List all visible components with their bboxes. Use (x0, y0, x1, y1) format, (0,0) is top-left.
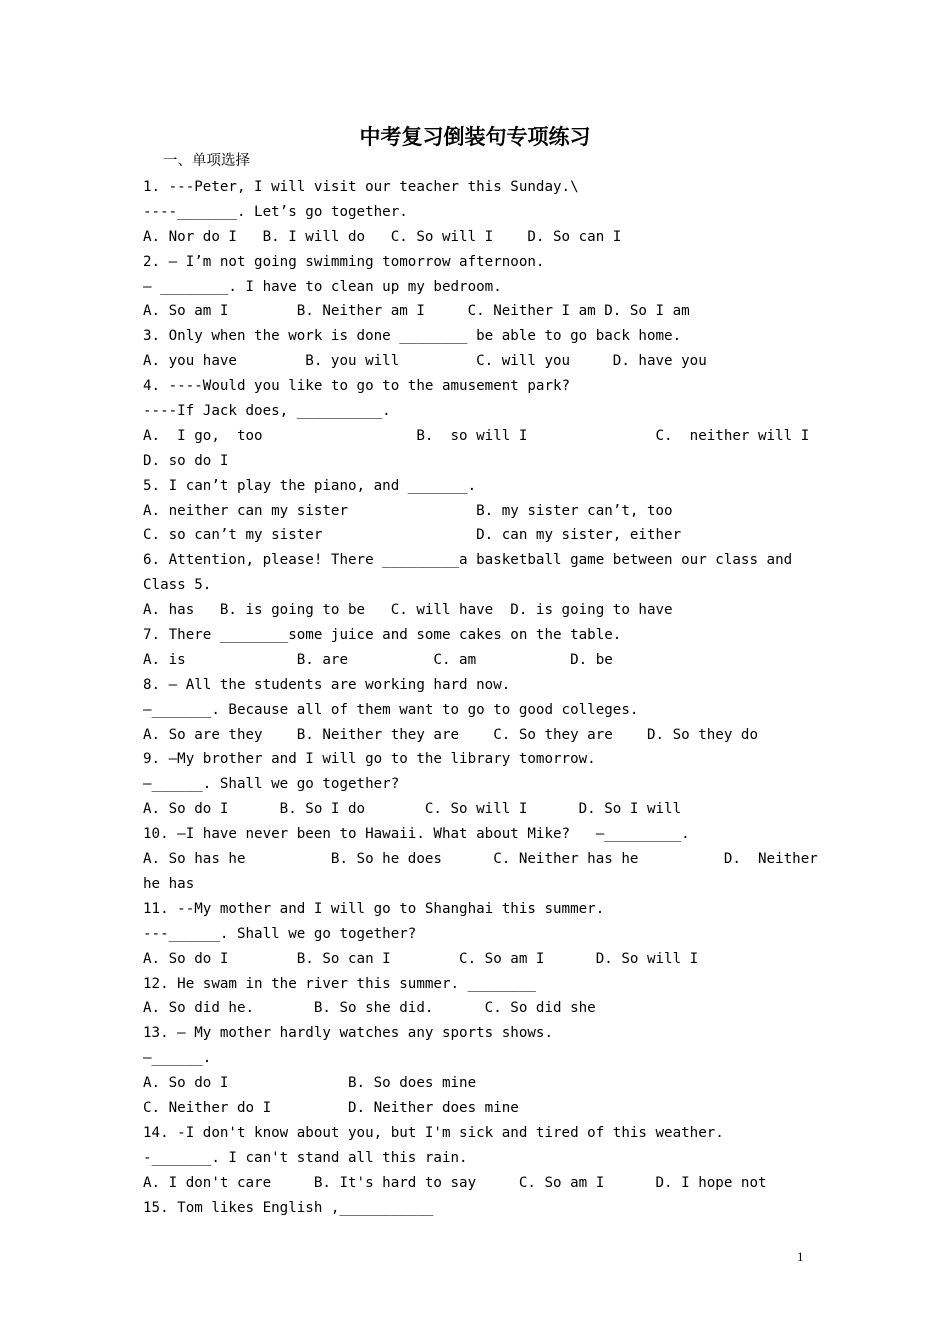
text-line: -_______. I can't stand all this rain. (143, 1149, 468, 1166)
text-line: 4. ----Would you like to go to the amusement park? (143, 378, 571, 395)
text-line: —______. (143, 1050, 212, 1067)
text-line: — ________. I have to clean up my bedroom. (143, 278, 502, 295)
text-line: D. so do I (143, 452, 229, 469)
text-line: C. Neither do I D. Neither does mine (143, 1099, 519, 1116)
text-line: 12. He swam in the river this summer. ________ (143, 975, 536, 992)
text-line: 9. —My brother and I will go to the library tomorrow. (143, 751, 596, 768)
text-line: A. is B. are C. am D. be (143, 651, 613, 668)
text-line: A. So are they B. Neither they are C. So they are D. So they do (143, 726, 758, 743)
text-line: ----If Jack does, __________. (143, 403, 391, 420)
text-line: A. I go, too B. so will I C. neither will I (143, 427, 810, 444)
text-line: 1. ---Peter, I will visit our teacher this Sunday.\ (143, 179, 579, 195)
section-heading: 一、单项选择 (163, 153, 250, 169)
text-line: A. neither can my sister B. my sister can’t, too (143, 502, 673, 519)
text-line: A. So did he. B. So she did. C. So did she (143, 1000, 596, 1017)
text-line: 14. -I don't know about you, but I'm sick and tired of this weather. (143, 1124, 724, 1141)
text-line: A. So has he B. So he does C. Neither has he D. Neither (143, 851, 818, 868)
text-line: Class 5. (143, 577, 212, 594)
text-line: A. Nor do I B. I will do C. So will I D. So can I (143, 228, 622, 245)
text-line: 15. Tom likes English ,___________ (143, 1199, 434, 1216)
exercise-body (143, 175, 818, 1220)
text-line: ---______. Shall we go together? (143, 925, 417, 942)
text-line: 7. There ________some juice and some cakes on the table. (143, 627, 622, 644)
text-line: 6. Attention, please! There _________a basketball game between our class and (143, 552, 793, 569)
text-line: A. you have B. you will C. will you D. have you (143, 353, 707, 370)
text-line: 11. --My mother and I will go to Shanghai this summer. (143, 900, 605, 917)
text-line: A. So do I B. So does mine (143, 1075, 477, 1092)
text-line: A. So do I B. So can I C. So am I D. So will I (143, 950, 699, 967)
text-line: 10. —I have never been to Hawaii. What about Mike? —_________. (143, 826, 690, 843)
text-line: A. So do I B. So I do C. So will I D. So I will (143, 801, 682, 818)
page-title: 中考复习倒装句专项练习 (359, 124, 591, 149)
page-number: 1 (797, 1249, 804, 1264)
text-line: he has (143, 875, 195, 892)
text-line: A. So am I B. Neither am I C. Neither I am D. So I am (143, 303, 690, 320)
text-line: A. has B. is going to be C. will have D. is going to have (143, 602, 673, 619)
text-line: —______. Shall we go together? (143, 776, 400, 793)
text-line: ----_______. Let’s go together. (143, 203, 408, 220)
text-line: —_______. Because all of them want to go to good colleges. (143, 701, 639, 718)
text-line: 2. — I’m not going swimming tomorrow afternoon. (143, 253, 545, 270)
text-line: A. I don't care B. It's hard to say C. So am I D. I hope not (143, 1174, 767, 1191)
text-line: 5. I can’t play the piano, and _______. (143, 477, 477, 494)
text-line: 8. — All the students are working hard now. (143, 676, 511, 693)
text-line: 3. Only when the work is done ________ be able to go back home. (143, 328, 682, 345)
text-line: C. so can’t my sister D. can my sister, either (143, 527, 682, 544)
text-line: 13. — My mother hardly watches any sports shows. (143, 1025, 553, 1042)
